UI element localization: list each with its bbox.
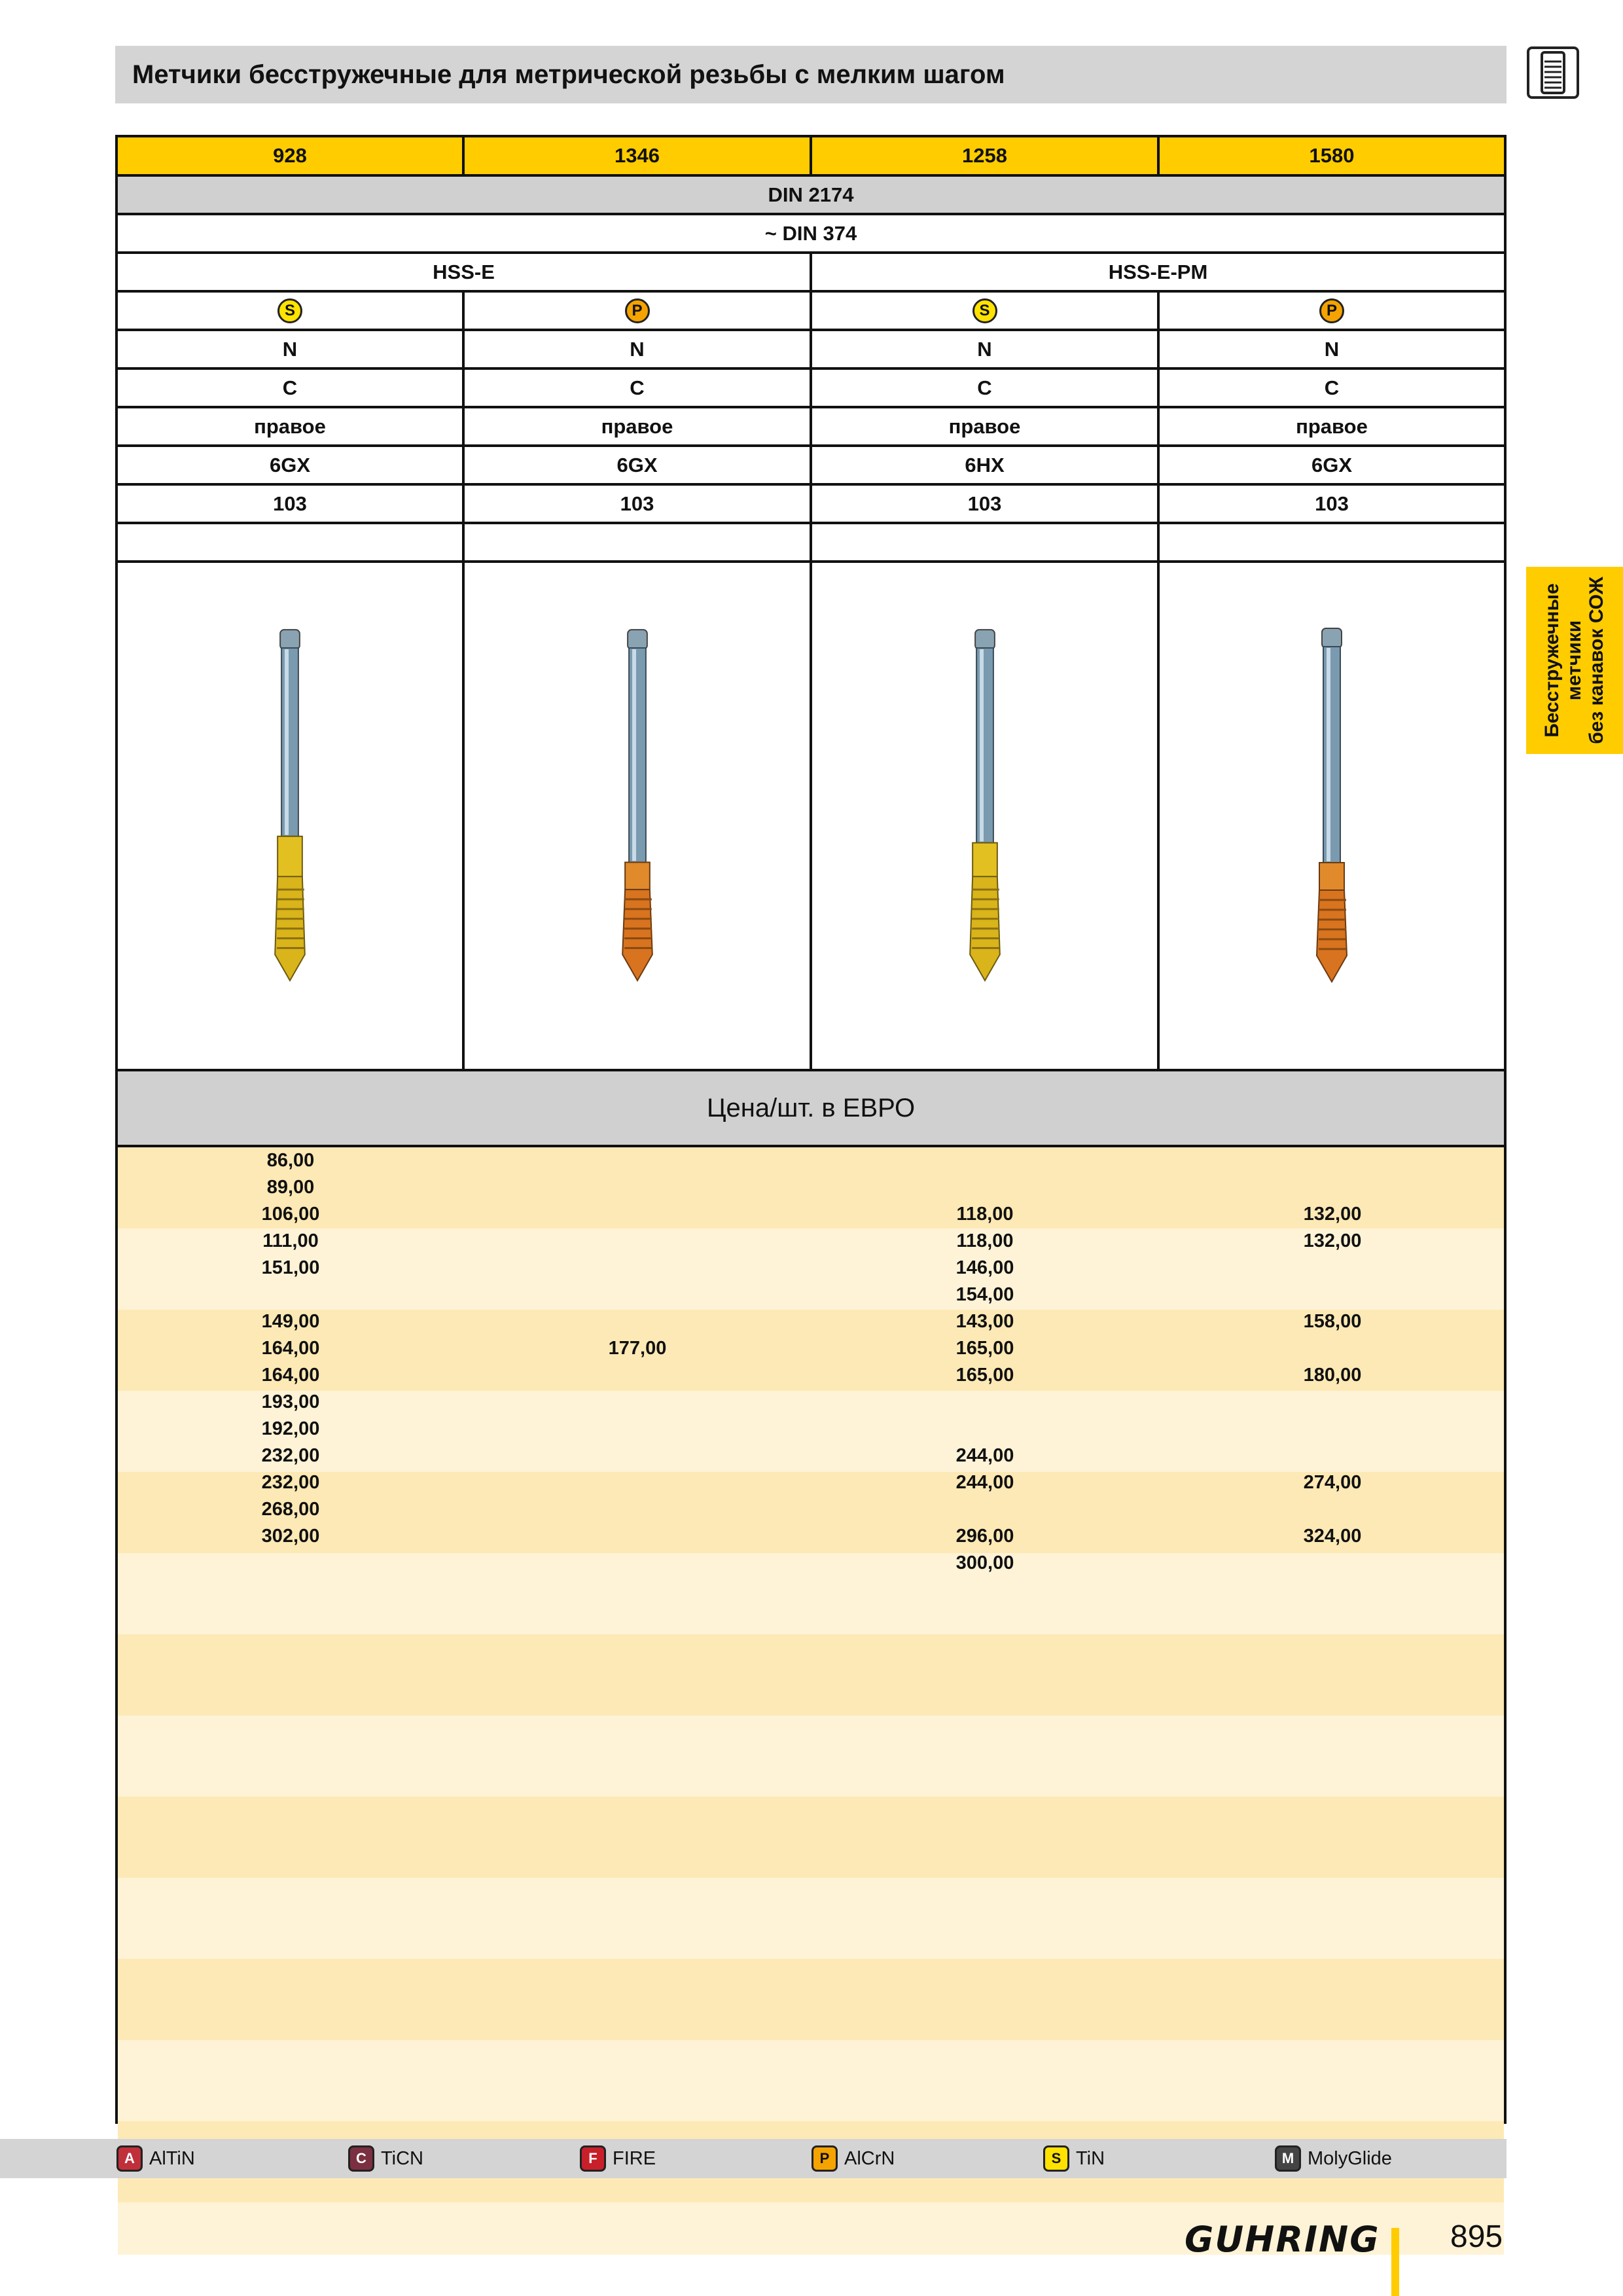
tolerance-cell: 6GX: [269, 453, 311, 476]
price-stripe: [118, 1959, 1504, 2040]
tool-image-row: [118, 563, 1504, 1071]
shank-cell: 103: [620, 492, 654, 515]
type-c-cell: C: [1324, 376, 1340, 399]
price-cell: 106,00: [261, 1204, 320, 1225]
price-cell: 149,00: [261, 1311, 320, 1332]
price-cell: 86,00: [266, 1150, 315, 1171]
tool-image-cell: [1160, 563, 1504, 1071]
price-cell: 158,00: [1303, 1311, 1362, 1332]
price-cell: [812, 1496, 1158, 1523]
price-column-1580: [1160, 1147, 1505, 1577]
price-stripe: [118, 2040, 1504, 2121]
type-c-cell: C: [630, 376, 645, 399]
tap-tool-icon: [1526, 46, 1580, 99]
tolerance-row: [118, 447, 1504, 486]
legend-item-altin: [116, 2139, 195, 2178]
price-cell: 177,00: [608, 1338, 667, 1359]
altin-icon: A: [116, 2145, 143, 2172]
type-n-cell: N: [630, 337, 645, 361]
price-cell: 244,00: [955, 1472, 1014, 1493]
type-c-cell: C: [977, 376, 992, 399]
shank-cell: 103: [273, 492, 307, 515]
price-cell: [1160, 1255, 1505, 1282]
type-n-cell: N: [977, 337, 992, 361]
price-column-1258: [812, 1147, 1158, 1577]
price-cell: [1160, 1174, 1505, 1201]
price-cell: [1160, 1335, 1505, 1362]
coating-alcrn-badge: P: [625, 298, 650, 323]
price-cell: [465, 1389, 810, 1416]
price-cell: [465, 1147, 810, 1174]
price-stripe: [118, 1634, 1504, 1715]
tool-image-cell: [812, 563, 1160, 1071]
type-n-row: [118, 331, 1504, 370]
legend-label: MolyGlide: [1308, 2147, 1392, 2169]
price-cell: [1160, 1496, 1505, 1523]
price-stripe: [118, 1878, 1504, 1959]
price-cell: [465, 1362, 810, 1389]
price-cell: [465, 1255, 810, 1282]
material-row: [118, 254, 1504, 293]
price-cell: 193,00: [261, 1391, 320, 1412]
tool-image-cell: [118, 563, 465, 1071]
material-label: HSS-E-PM: [1108, 260, 1208, 283]
price-cell: 151,00: [261, 1257, 320, 1278]
price-cell: 132,00: [1303, 1230, 1362, 1251]
price-cell: [1160, 1282, 1505, 1308]
price-cell: [1160, 1389, 1505, 1416]
legend-item-molyglide: [1275, 2139, 1392, 2178]
price-cell: 192,00: [261, 1418, 320, 1439]
article-number[interactable]: 928: [273, 144, 307, 167]
product-table: [115, 135, 1507, 2124]
price-cell: [465, 1469, 810, 1496]
price-cell: 118,00: [956, 1204, 1014, 1225]
price-cell: [465, 1174, 810, 1201]
standard-row: [118, 177, 1504, 215]
coating-legend: [0, 2139, 1507, 2178]
price-cell: [118, 1550, 463, 1577]
price-cell: [812, 1389, 1158, 1416]
price-cell: [465, 1443, 810, 1469]
page-title: Метчики бесстружечные для метрической резьбы с мелким шагом: [132, 60, 1005, 89]
price-cell: [465, 1201, 810, 1228]
price-cell: [1160, 1550, 1505, 1577]
standard2-row: [118, 215, 1504, 254]
price-cell: 300,00: [955, 1552, 1014, 1573]
side-tab-line2: метчики: [1563, 620, 1585, 701]
direction-cell: правое: [601, 414, 673, 438]
price-cell: [812, 1174, 1158, 1201]
shank-cell: 103: [967, 492, 1002, 515]
price-cell: 89,00: [266, 1177, 315, 1198]
price-cell: 164,00: [261, 1338, 320, 1359]
legend-label: TiN: [1076, 2147, 1105, 2169]
type-c-row: [118, 370, 1504, 408]
article-number[interactable]: 1346: [615, 144, 660, 167]
article-number[interactable]: 1580: [1309, 144, 1355, 167]
shank-row: [118, 486, 1504, 524]
legend-label: FIRE: [613, 2147, 656, 2169]
legend-item-tin: [1043, 2139, 1105, 2178]
price-cell: 143,00: [955, 1311, 1014, 1332]
price-cell: 118,00: [956, 1230, 1014, 1251]
price-cell: 111,00: [262, 1230, 319, 1251]
page-number: 895: [1450, 2219, 1503, 2254]
title-bar: [115, 46, 1507, 103]
coating-tin-badge: S: [972, 298, 997, 323]
type-n-cell: N: [1324, 337, 1340, 361]
standard-label: DIN 2174: [768, 183, 854, 206]
price-cell: 132,00: [1303, 1204, 1362, 1225]
tolerance-cell: 6HX: [965, 453, 1005, 476]
article-number[interactable]: 1258: [962, 144, 1007, 167]
tolerance-cell: 6GX: [616, 453, 658, 476]
price-cell: [1160, 1416, 1505, 1443]
tolerance-cell: 6GX: [1311, 453, 1353, 476]
price-cell: 165,00: [955, 1365, 1014, 1386]
fire-icon: F: [580, 2145, 606, 2172]
price-cell: [465, 1523, 810, 1550]
side-tab-line1: Бесстружечные: [1541, 583, 1563, 738]
brand-logo: GUHRING: [1185, 2219, 1380, 2260]
footer-divider: [1391, 2228, 1399, 2296]
standard2-label: ~ DIN 374: [764, 221, 857, 245]
price-cell: 244,00: [955, 1445, 1014, 1466]
price-cell: 302,00: [261, 1526, 320, 1547]
price-cell: [1160, 1443, 1505, 1469]
direction-cell: правое: [254, 414, 326, 438]
price-cell: 154,00: [955, 1284, 1014, 1305]
price-column-1346: [465, 1147, 810, 1577]
alcrn-icon: P: [812, 2145, 838, 2172]
price-cell: [465, 1496, 810, 1523]
price-cell: 180,00: [1303, 1365, 1362, 1386]
price-cell: [465, 1550, 810, 1577]
price-cell: [118, 1282, 463, 1308]
legend-item-fire: [580, 2139, 656, 2178]
price-cell: [465, 1416, 810, 1443]
price-cell: 296,00: [955, 1526, 1014, 1547]
direction-row: [118, 408, 1504, 447]
price-cell: [1160, 1147, 1505, 1174]
ticn-icon: C: [348, 2145, 374, 2172]
side-tab-line3: без канавок СОЖ: [1586, 577, 1607, 744]
price-column-928: [118, 1147, 463, 1577]
legend-label: AlTiN: [149, 2147, 195, 2169]
legend-item-ticn: [348, 2139, 423, 2178]
price-cell: [465, 1282, 810, 1308]
material-label: HSS-E: [433, 260, 495, 283]
coating-alcrn-badge: P: [1319, 298, 1344, 323]
legend-label: AlCrN: [844, 2147, 895, 2169]
price-stripe: [118, 1715, 1504, 1797]
tool-image-cell: [465, 563, 812, 1071]
type-n-cell: N: [282, 337, 298, 361]
price-header: Цена/шт. в ЕВРО: [118, 1071, 1504, 1147]
price-cell: [465, 1228, 810, 1255]
direction-cell: правое: [1296, 414, 1368, 438]
price-cell: [465, 1308, 810, 1335]
tap-alcrn-image: [1160, 563, 1504, 1071]
type-c-cell: C: [282, 376, 298, 399]
price-cell: 146,00: [955, 1257, 1014, 1278]
shank-cell: 103: [1315, 492, 1349, 515]
tap-tin-image: [118, 563, 462, 1071]
price-cell: 324,00: [1303, 1526, 1362, 1547]
molyglide-icon: M: [1275, 2145, 1301, 2172]
empty-row: [118, 524, 1504, 563]
price-cell: 268,00: [261, 1499, 320, 1520]
coating-row: [118, 293, 1504, 331]
price-cell: [812, 1416, 1158, 1443]
direction-cell: правое: [948, 414, 1021, 438]
legend-label: TiCN: [381, 2147, 423, 2169]
price-cell: 232,00: [261, 1472, 320, 1493]
price-cell: 232,00: [261, 1445, 320, 1466]
legend-item-alcrn: [812, 2139, 895, 2178]
price-cell: 165,00: [955, 1338, 1014, 1359]
coating-tin-badge: S: [277, 298, 302, 323]
tap-tin-image: [812, 563, 1157, 1071]
tap-alcrn-image: [465, 563, 810, 1071]
price-cell: [812, 1147, 1158, 1174]
price-cell: 274,00: [1303, 1472, 1362, 1493]
tin-icon: S: [1043, 2145, 1069, 2172]
article-row: [118, 137, 1504, 177]
price-cell: 164,00: [261, 1365, 320, 1386]
section-side-tab[interactable]: [1526, 567, 1623, 754]
price-stripe: [118, 1797, 1504, 1878]
